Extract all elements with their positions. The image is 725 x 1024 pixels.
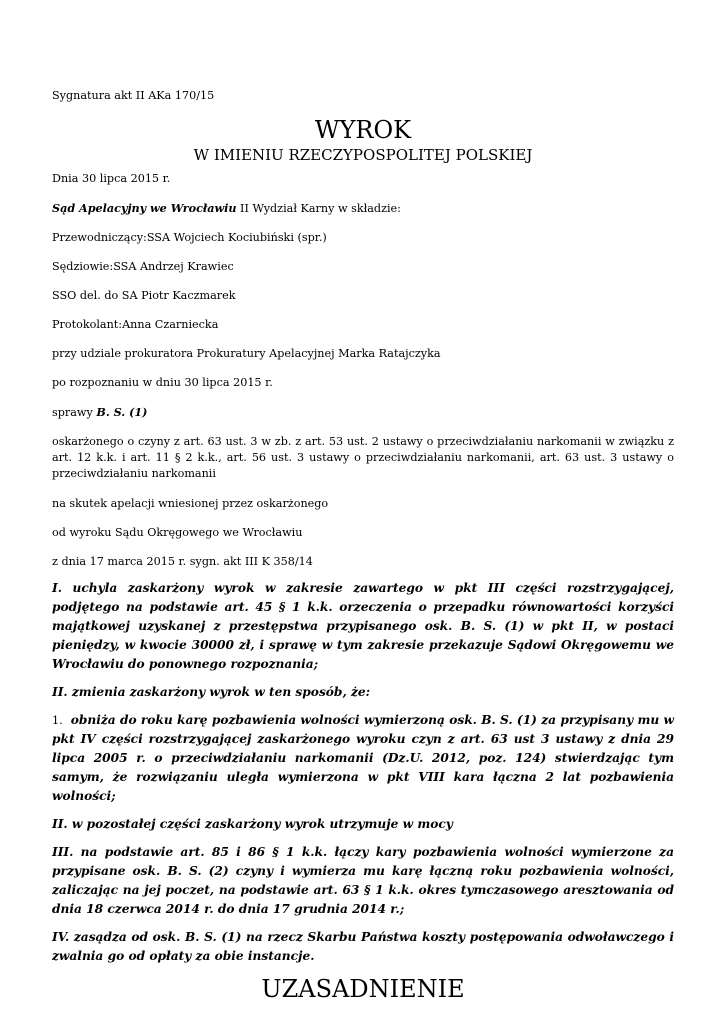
- court-line: [52, 200, 674, 217]
- list-number: 1.: [52, 714, 63, 727]
- case-signature: Sygnatura akt II AKa 170/15: [52, 89, 215, 102]
- ruling-point-3: III. na podstawie art. 85 i 86 § 1 k.k. łączy kary pozbawienia wolności wymierzone za przypisane osk. B. S. (2) czyny i wymierza mu karę łączną roku pozbawienia wolności, zaliczając na jej poczet, na podstawie art. 63 § 1 k.k. okres tymczasowego aresztowania od dnia 18 czerwca 2014 r. do dnia 17 grudnia 2014 r.;: [52, 845, 674, 916]
- charges: oskarżonego o czyny z art. 63 ust. 3 w zb. z art. 53 ust. 2 ustawy o przeciwdziałaniu narkomanii w związku z art. 12 k.k. i art. 11 § 2 k.k., art. 56 ust. 3 ustawy o przeciwdziałaniu narkomanii, art. 63 ust. 3 ustawy o przeciwdziałaniu narkomanii: [52, 435, 674, 480]
- document-subtitle: W IMIENIU RZECZYPOSPOLITEJ POLSKIEJ: [193, 146, 533, 164]
- case-matter-prefix: sprawy: [52, 406, 97, 419]
- case-matter: [52, 404, 674, 421]
- judges: Sędziowie:SSA Andrzej Krawiec: [52, 260, 234, 273]
- prosecutor: przy udziale prokuratora Prokuratury Apelacyjnej Marka Ratajczyka: [52, 347, 441, 360]
- court-clerk: Protokolant:Anna Czarniecka: [52, 318, 219, 331]
- lower-court: od wyroku Sądu Okręgowego we Wrocławiu: [52, 526, 303, 539]
- hearing-date: po rozpoznaniu w dniu 30 lipca 2015 r.: [52, 376, 273, 389]
- court-division: II Wydział Karny w składzie:: [236, 202, 401, 215]
- ruling-point-2-1-text: obniża do roku karę pozbawienia wolności wymierzoną osk. B. S. (1) za przypisany mu w pkt IV części rozstrzygającej zaskarżonego wyroku czyn z art. 63 ust 3 ustawy z dnia 29 lipca 2005 r. o przeciwdziałaniu narkomanii (Dz.U. 2012, poz. 124) stwierdzając tym samym, że rozwiązaniu uległa wymierzona w pkt VIII kara łączna 2 lat pozbawienia wolności;: [52, 713, 674, 803]
- presiding-judge: Przewodniczący:SSA Wojciech Kociubiński (spr.): [52, 231, 327, 244]
- document-title: WYROK: [314, 116, 412, 144]
- ruling-point-2: II. zmienia zaskarżony wyrok w ten sposób, że:: [52, 685, 371, 699]
- judgment-document: [52, 88, 674, 1003]
- ruling-point-1: I. uchyla zaskarżony wyrok w zakresie zawartego w pkt III części rozstrzygającej, podjętego na podstawie art. 45 § 1 k.k. orzeczenia o przepadku równowartości korzyści majątkowej uzyskanej z przestępstwa przypisanego osk. B. S. (1) w pkt II, w postaci pieniędzy, w kwocie 30000 zł, i sprawę w tym zakresie przekazuje Sądowi Okręgowemu we Wrocławiu do ponownego rozpoznania;: [52, 581, 674, 671]
- lower-court-date: z dnia 17 marca 2015 r. sygn. akt III K 358/14: [52, 555, 313, 568]
- appeal-basis: na skutek apelacji wniesionej przez oskarżonego: [52, 497, 329, 510]
- delegated-judge: SSO del. do SA Piotr Kaczmarek: [52, 289, 236, 302]
- defendant-name: B. S. (1): [96, 405, 148, 419]
- ruling-point-2-1: [52, 711, 674, 806]
- court-name: Sąd Apelacyjny we Wrocławiu: [52, 201, 237, 215]
- justification-title: UZASADNIENIE: [261, 975, 465, 1003]
- ruling-point-upheld: II. w pozostałej części zaskarżony wyrok utrzymuje w mocy: [52, 817, 453, 831]
- ruling-point-4: IV. zasądza od osk. B. S. (1) na rzecz Skarbu Państwa koszty postępowania odwoławczego i zwalnia go od opłaty za obie instancje.: [52, 930, 674, 963]
- judgment-date: Dnia 30 lipca 2015 r.: [52, 172, 171, 185]
